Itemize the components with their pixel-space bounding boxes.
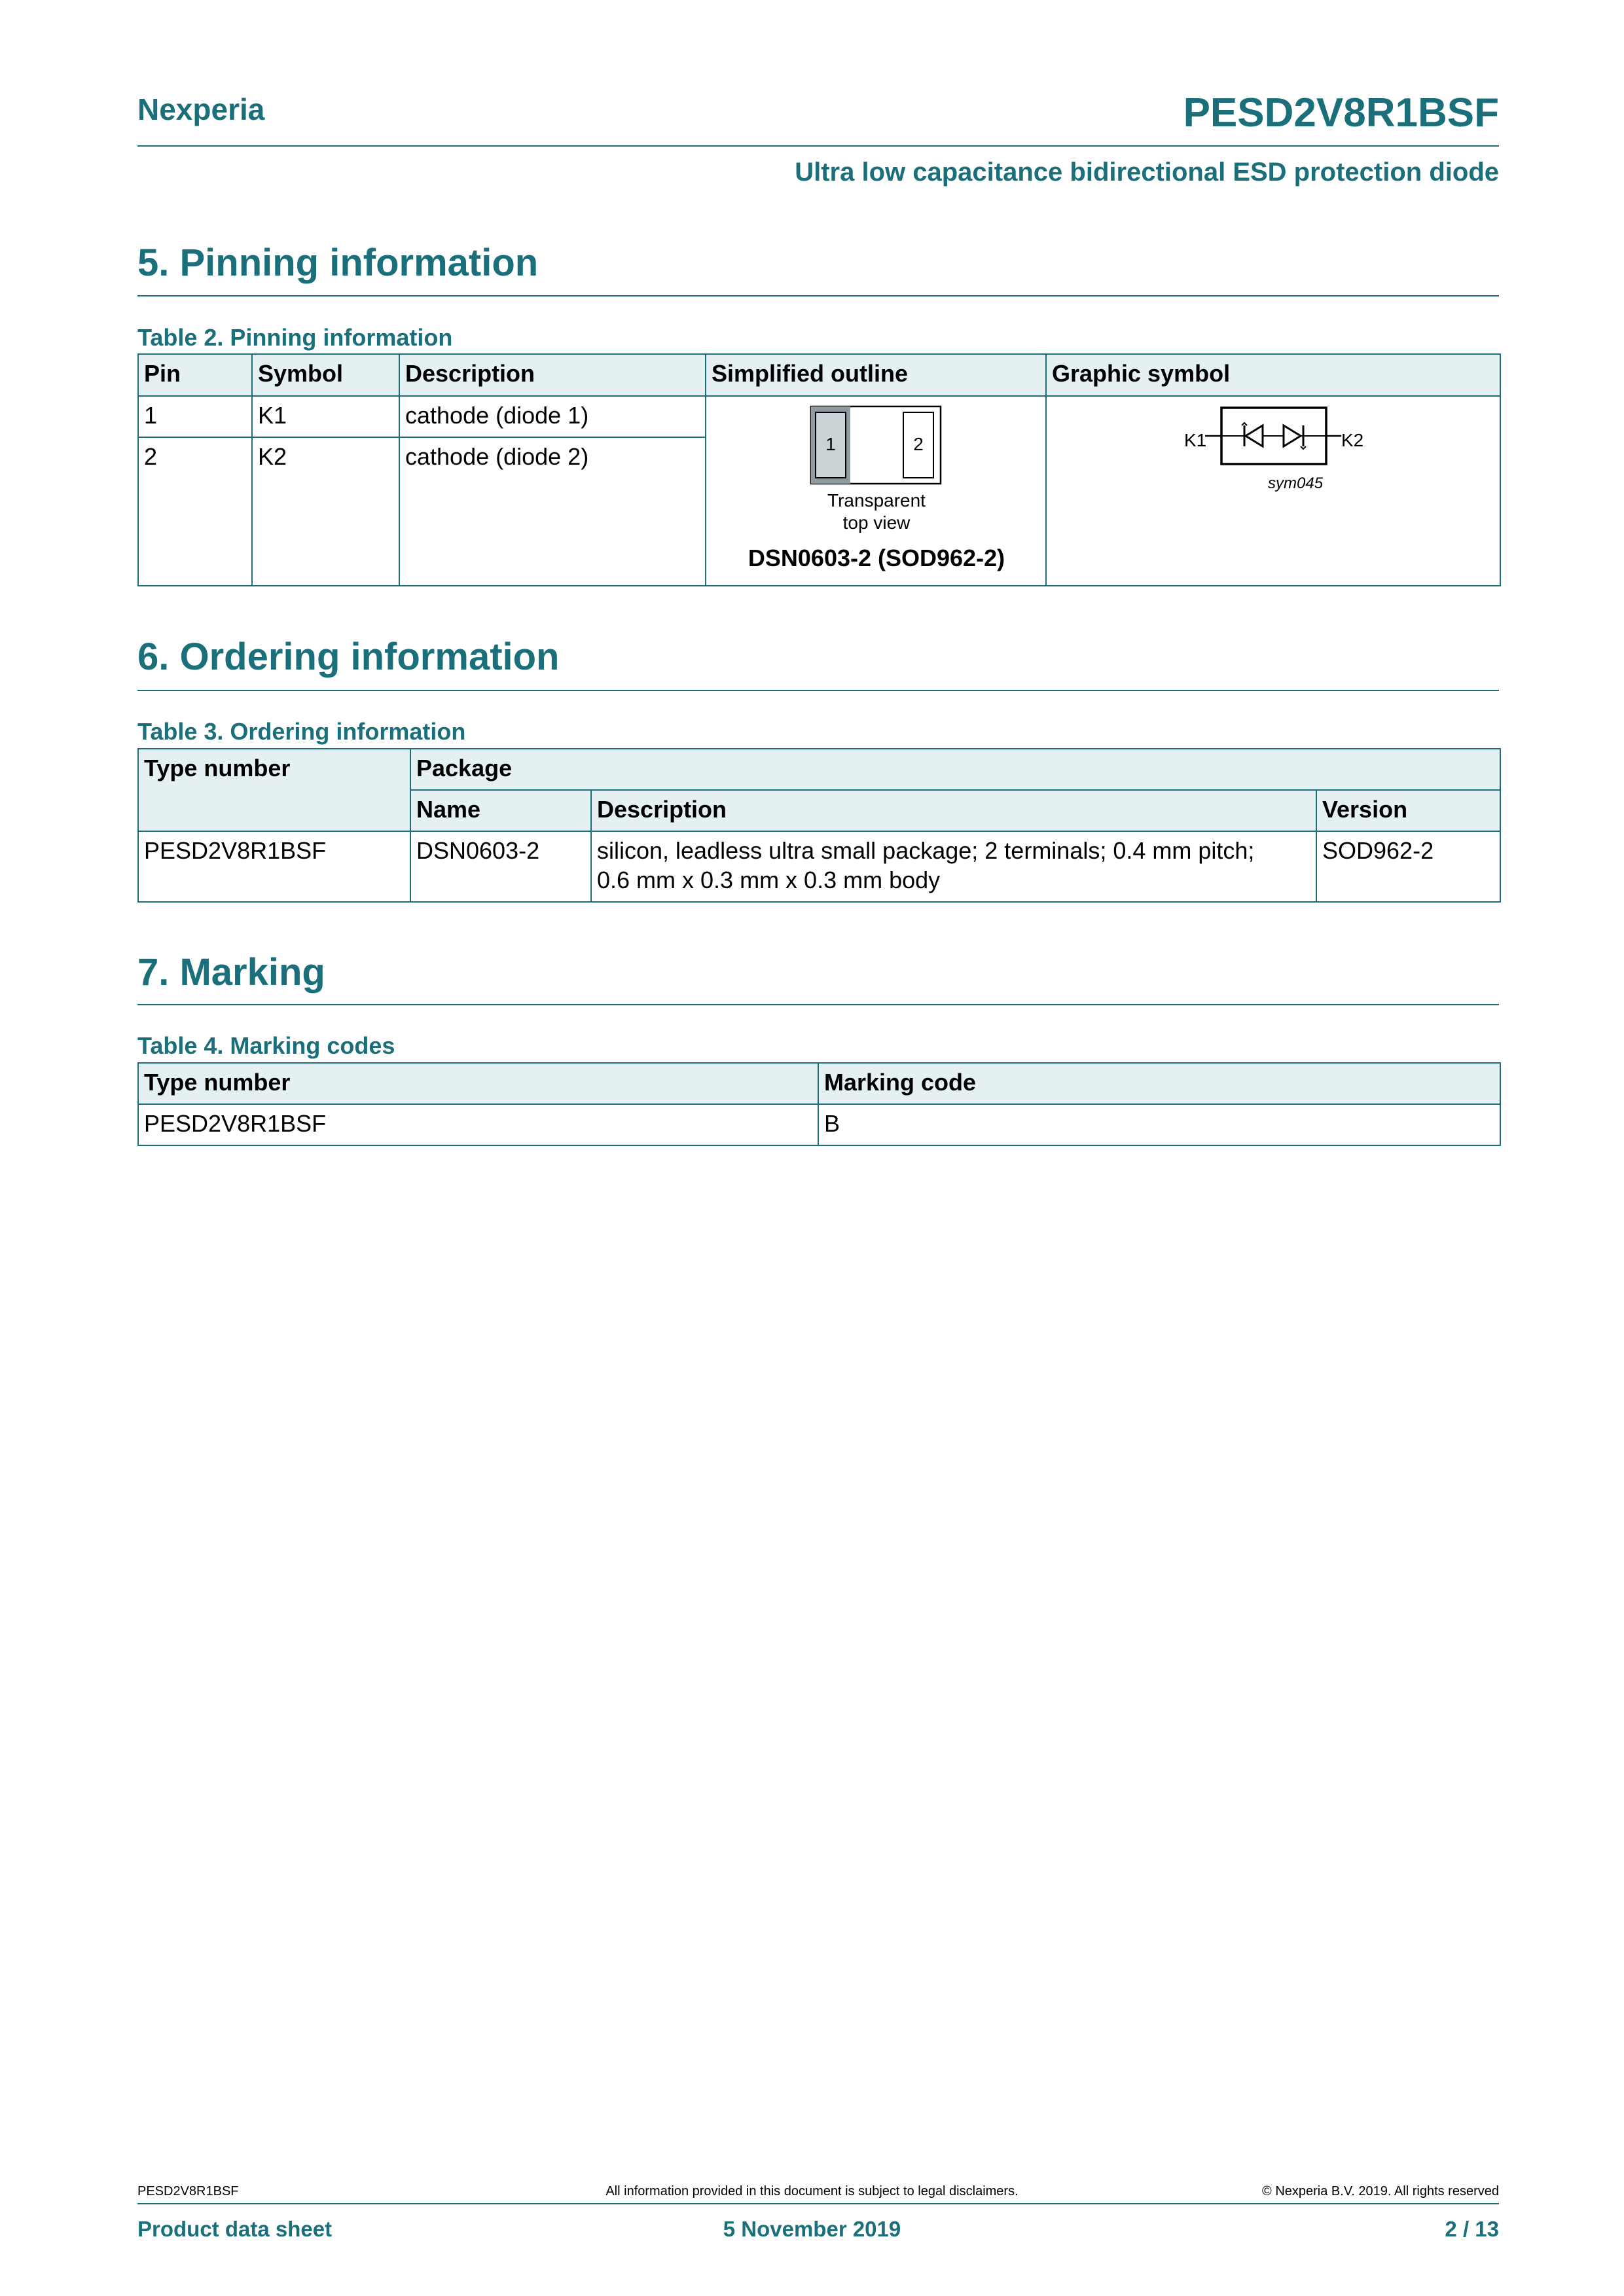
column-header-graphic-symbol: Graphic symbol [1046, 354, 1500, 396]
marking-table [137, 1062, 1501, 1146]
section-rule-pinning [137, 295, 1499, 296]
ordering-table [137, 748, 1501, 903]
description-cell: cathode (diode 1) [399, 396, 706, 437]
package-name-label: DSN0603-2 (SOD962-2) [748, 545, 1005, 571]
part-number: PESD2V8R1BSF [1183, 90, 1499, 135]
column-header-outline: Simplified outline [706, 354, 1046, 396]
column-header-symbol: Symbol [252, 354, 399, 396]
marking-code-cell: B [818, 1104, 1500, 1145]
ordering-header-row [138, 749, 1500, 790]
outline-cell [706, 396, 1046, 586]
column-header-type-number: Type number [138, 749, 410, 831]
view-label-line1: Transparent [827, 490, 926, 511]
pad-2-label: 2 [913, 434, 924, 454]
column-header-type-number: Type number [138, 1063, 818, 1104]
pad-1-label: 1 [825, 434, 836, 454]
header-rule [137, 145, 1499, 147]
pin-cell: 1 [138, 396, 252, 437]
description-cell: cathode (diode 2) [399, 437, 706, 586]
graphic-symbol-drawing [1047, 397, 1500, 585]
column-header-description: Description [591, 790, 1316, 831]
section-title-ordering: 6. Ordering information [137, 636, 560, 678]
package-description-cell [591, 831, 1316, 902]
footer-page-number: 2 / 13 [1445, 2217, 1499, 2241]
outline-drawing [706, 397, 1045, 585]
table-caption-pinning: Table 2. Pinning information [137, 324, 453, 351]
brand-name: Nexperia [137, 92, 265, 126]
footer-date: 5 November 2019 [723, 2217, 901, 2241]
symbol-reference: sym045 [1268, 475, 1324, 492]
footer-disclaimer: All information provided in this document is subject to legal disclaimers. [605, 2184, 1019, 2198]
package-description-line2: 0.6 mm x 0.3 mm x 0.3 mm body [597, 867, 941, 893]
footer-rule [137, 2203, 1499, 2204]
type-number-cell: PESD2V8R1BSF [138, 1104, 818, 1145]
footer-document-type: Product data sheet [137, 2217, 333, 2241]
table-caption-ordering: Table 3. Ordering information [137, 718, 466, 745]
symbol-label-k1: K1 [1184, 430, 1207, 450]
pinning-header-row [138, 354, 1500, 396]
table-row [138, 396, 1500, 437]
section-title-pinning: 5. Pinning information [137, 242, 539, 284]
column-header-marking-code: Marking code [818, 1063, 1500, 1104]
document-subtitle: Ultra low capacitance bidirectional ESD protection diode [795, 158, 1499, 187]
symbol-cell: K2 [252, 437, 399, 586]
footer-copyright: © Nexperia B.V. 2019. All rights reserved [1262, 2184, 1499, 2198]
section-rule-marking [137, 1004, 1499, 1005]
package-name-cell: DSN0603-2 [410, 831, 591, 902]
pinning-table [137, 353, 1501, 586]
pin-cell: 2 [138, 437, 252, 586]
symbol-label-k2: K2 [1341, 430, 1364, 450]
section-rule-ordering [137, 690, 1499, 691]
marking-header-row [138, 1063, 1500, 1104]
table-row [138, 831, 1500, 902]
column-header-package: Package [410, 749, 1500, 790]
version-cell: SOD962-2 [1316, 831, 1500, 902]
table-caption-marking: Table 4. Marking codes [137, 1032, 395, 1059]
column-header-version: Version [1316, 790, 1500, 831]
section-title-marking: 7. Marking [137, 951, 325, 994]
graphic-symbol-cell [1046, 396, 1500, 586]
type-number-cell: PESD2V8R1BSF [138, 831, 410, 902]
column-header-description: Description [399, 354, 706, 396]
package-description-line1: silicon, leadless ultra small package; 2 terminals; 0.4 mm pitch; [597, 837, 1255, 864]
table-row [138, 1104, 1500, 1145]
column-header-name: Name [410, 790, 591, 831]
view-label-line2: top view [842, 512, 911, 533]
footer-document-id: PESD2V8R1BSF [137, 2184, 239, 2198]
column-header-pin: Pin [138, 354, 252, 396]
symbol-cell: K1 [252, 396, 399, 437]
